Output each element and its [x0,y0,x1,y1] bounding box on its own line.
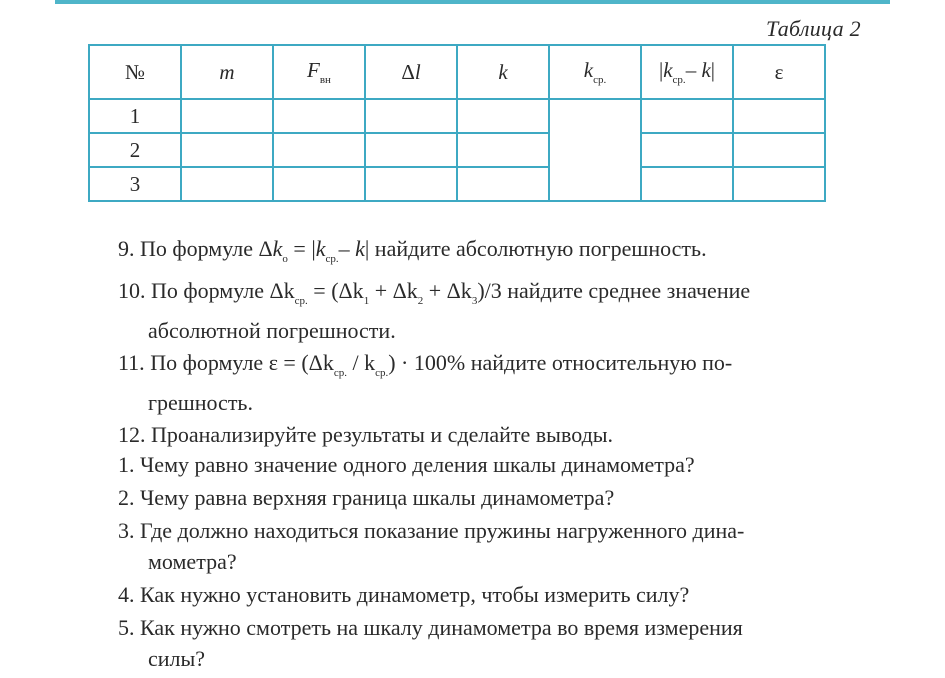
header-elongation: Δl [365,45,457,99]
table-cell [365,133,457,167]
header-mass: m [181,45,273,99]
table-header-row [89,45,825,99]
question-5: 5. Как нужно смотреть на шкалу динамометра во время измерения силы? [118,612,863,674]
table-cell [733,167,825,201]
step-10: 10. По формуле $\Delta k_{ср.} = (\Delta k_1 + \Delta k_2 + \Delta k_3)/3$ найдите среднее значение абсолютной погрешности. [118,276,863,346]
question-1: 1. Чему равно значение одного деления шкалы динамометра? [118,452,695,477]
table-cell [733,99,825,133]
question-5-continuation: силы? [148,646,206,671]
row-number: 3 [89,167,181,201]
top-border-line [55,0,890,4]
table-cell [457,99,549,133]
table-row [89,133,825,167]
header-force: $F_{вн}$ [273,45,365,99]
table-cell [641,133,733,167]
header-abs-deviation: $|k_{ср.}-$ k| [641,45,733,99]
control-questions [118,449,863,676]
question-2: 2. Чему равна верхняя граница шкалы динамометра? [118,485,615,510]
table-cell [641,167,733,201]
row-number: 1 [89,99,181,133]
procedure-steps [118,234,863,452]
step-9: 9. По формуле $\Delta k_о = |k_{ср.}-$ k| найдите абсолютную погрешность. [118,236,707,265]
step-12: 12. Проанализируйте результаты и сделайте выводы. [118,422,614,447]
table-row [89,99,825,133]
question-4: 4. Как нужно установить динамометр, чтобы измерить силу? [118,582,690,607]
table-cell [365,167,457,201]
table-cell [181,99,273,133]
table-caption: Таблица 2 [765,16,861,41]
table-cell [365,99,457,133]
measurement-table [88,44,826,202]
table-cell [273,133,365,167]
header-relative-error: ε [733,45,825,99]
table-cell [273,167,365,201]
table-cell [181,133,273,167]
question-3-continuation: мометра? [148,549,237,574]
header-stiffness: k [457,45,549,99]
header-number: № [89,45,181,99]
table-cell [273,99,365,133]
table-cell [457,167,549,201]
table-cell [457,133,549,167]
table-cell [181,167,273,201]
question-3: 3. Где должно находиться показание пружины нагруженного дина- мометра? [118,515,863,577]
step-11-continuation: грешность. [148,390,253,415]
table-cell [641,99,733,133]
merged-avg-cell [549,99,641,201]
header-avg-stiffness: $k_{ср.}$ [549,45,641,99]
table-row [89,167,825,201]
step-11: 11. По формуле $\varepsilon = (\Delta k_{ср.} / k_{ср.}) \cdot 100\%$ найдите относительную по- грешность. [118,348,863,418]
table-cell [733,133,825,167]
step-10-continuation: абсолютной погрешности. [148,318,396,343]
row-number: 2 [89,133,181,167]
